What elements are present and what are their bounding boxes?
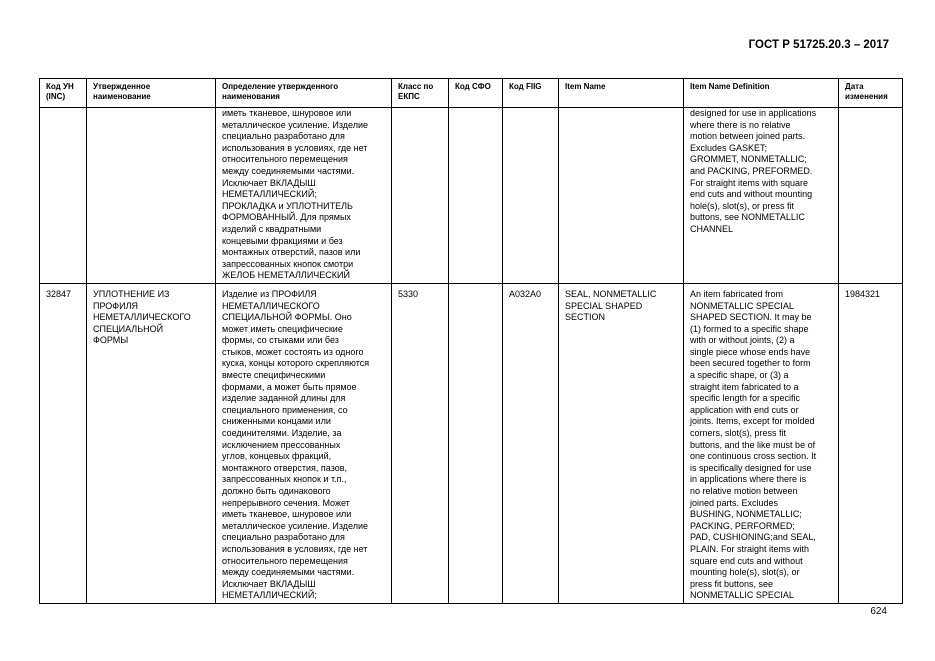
cell-item-name	[559, 108, 684, 284]
cell-item-name-definition: designed for use in applications where there is no relative motion between joined parts. Excludes GASKET; GROMMET, NONMETALLIC; and PACKING, PREFORMED. For straight items with square end cuts and without mounting hole(s), slot(s), or press fit buttons, see NONMETALLIC CHANNEL	[684, 108, 839, 284]
cell-change-date	[839, 108, 903, 284]
column-header-item-name-definition: Item Name Definition	[684, 79, 839, 108]
column-header-ekps-class: Класс по ЕКПС	[392, 79, 449, 108]
cell-inc: 32847	[40, 283, 87, 603]
cell-change-date: 1984321	[839, 283, 903, 603]
document-standard-header: ГОСТ Р 51725.20.3 – 2017	[748, 39, 889, 51]
cell-ekps-class: 5330	[392, 283, 449, 603]
table-row	[40, 108, 903, 284]
cell-fiig-code: A032A0	[503, 283, 559, 603]
cell-item-name-definition: An item fabricated from NONMETALLIC SPECIAL SHAPED SECTION. It may be (1) formed to a specific shape with or without joints, (2) a single piece whose ends have been secured together to form a specific shape, or (3) a straight item fabricated to a specific length for a specific application with end cuts or joints. Items, except for molded corners, slot(s), press fit buttons, and the like must be of one continuous cross section. It is specifically designed for use in applications where there is no relative motion between joined parts. Excludes BUSHING, NONMETALLIC; PACKING, PERFORMED; PAD, CUSHIONING;and SEAL, PLAIN. For straight items with square end cuts and without mounting hole(s), slot(s), or press fit buttons, see NONMETALLIC SPECIAL	[684, 283, 839, 603]
column-header-item-name: Item Name	[559, 79, 684, 108]
cell-sfo-code	[449, 283, 503, 603]
cell-fiig-code	[503, 108, 559, 284]
cell-definition-ru: иметь тканевое, шнуровое или металлическое усиление. Изделие специально разработано для использования в условиях, где нет относительного перемещения между соединяемыми частями. Исключает ВКЛАДЫШ НЕМЕТАЛЛИЧЕСКИЙ; ПРОКЛАДКА и УПЛОТНИТЕЛЬ ФОРМОВАННЫЙ. Для прямых изделий с квадратными концевыми фракциями и без монтажных отверстий, пазов или запрессованных кнопок смотри ЖЕЛОБ НЕМЕТАЛЛИЧЕСКИЙ	[216, 108, 392, 284]
column-header-inc: Код УН (INC)	[40, 79, 87, 108]
column-header-definition-ru: Определение утвержденного наименования	[216, 79, 392, 108]
cell-approved-name	[87, 108, 216, 284]
cell-item-name: SEAL, NONMETALLIC SPECIAL SHAPED SECTION	[559, 283, 684, 603]
cell-definition-ru: Изделие из ПРОФИЛЯ НЕМЕТАЛЛИЧЕСКОГО СПЕЦИАЛЬНОЙ ФОРМЫ. Оно может иметь специфические формы, со стыками или без стыков, может состоять из одного куска, концы которого скрепляются вместе специфическими формами, а может быть прямое изделие заданной длины для специального применения, со сниженными концами или соединителями. Изделие, за исключением прессованных углов, концевых фракций, монтажного отверстия, пазов, запрессованных кнопок и т.п., должно быть одинакового непрерывного сечения. Может иметь тканевое, шнуровое или металлическое усиление. Изделие специально разработано для использования в условиях, где нет относительного перемещения между соединяемыми частями. Исключает ВКЛАДЫШ НЕМЕТАЛЛИЧЕСКИЙ;	[216, 283, 392, 603]
column-header-fiig-code: Код FIIG	[503, 79, 559, 108]
table-header-row	[40, 79, 903, 108]
cell-ekps-class	[392, 108, 449, 284]
cell-approved-name: УПЛОТНЕНИЕ ИЗ ПРОФИЛЯ НЕМЕТАЛЛИЧЕСКОГО СПЕЦИАЛЬНОЙ ФОРМЫ	[87, 283, 216, 603]
column-header-change-date: Дата изменения	[839, 79, 903, 108]
cell-sfo-code	[449, 108, 503, 284]
column-header-sfo-code: Код СФО	[449, 79, 503, 108]
column-header-approved-name: Утвержденное наименование	[87, 79, 216, 108]
cell-inc	[40, 108, 87, 284]
page-number: 624	[870, 606, 887, 617]
item-names-table	[39, 78, 903, 604]
table-row	[40, 283, 903, 603]
